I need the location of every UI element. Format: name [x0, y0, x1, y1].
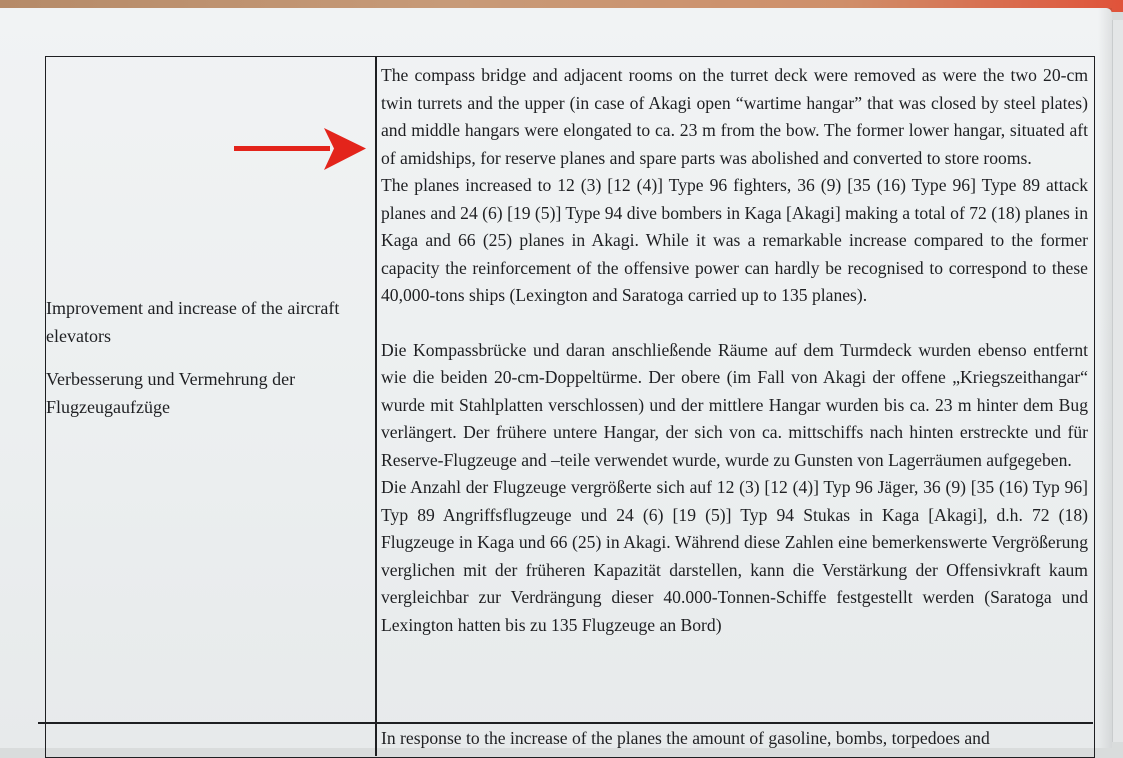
arrow-head [324, 128, 366, 170]
right-arrow-icon [234, 128, 366, 170]
next-row-partial-text: In response to the increase of the planes the amount of gasoline, bombs, torpedoes and [381, 728, 990, 748]
german-paragraph-1: Die Kompassbrücke und daran anschließende Räume auf dem Turmdeck wurden ebenso entfernt wie die beiden 20-cm-Doppeltürme. Der obere (im Fall von Akagi der offene „Kriegszeithangar“ wurde mit Stahlplatten verschlossen) und der mittlere Hangar wurden bis ca. 23 m hinter dem Bug verlängert. Der frühere untere Hangar, der sich von ca. mittschiffs nach hinten erstreckte und für Reserve-Flugzeuge and –teile verwendet wurde, wurde zu Gunsten von Lagerräumen aufgegeben. [381, 339, 1088, 470]
heading-english: Improvement and increase of the aircraft elevators [46, 298, 340, 346]
adjacent-page-edge [1112, 20, 1123, 742]
row-heading-cell [46, 295, 372, 421]
table-column-divider [375, 56, 377, 756]
arrow-shaft [234, 146, 330, 151]
english-paragraph-2: The planes increased to 12 (3) [12 (4)] Type 96 fighters, 36 (9) [35 (16) Type 96] Type 89 attack planes and 24 (6) [19 (5)] Type 94 dive bombers in Kaga [Akagi] making a total of 72 (18) planes in Kaga and 66 (25) planes in Akagi. While it was a remarkable increase compared to the former capacity the reinforcement of the offensive power can hardly be recognised to correspond to these 40,000-tons ships (Lexington and Saratoga carried up to 135 planes). [381, 175, 1088, 305]
german-paragraph-2: Die Anzahl der Flugzeuge vergrößerte sich auf 12 (3) [12 (4)] Typ 96 Jäger, 36 (9) [35 (16) Typ 96] Typ 89 Angriffsflugzeuge und 24 (6) [19 (5)] Typ 94 Stukas in Kaga [Akagi], d.h. 72 (18) Flugzeuge in Kaga und 66 (25) in Akagi. Während diese Zahlen eine bemerkenswerte Vergrößerung verglichen mit der früheren Kapazität darstellen, kann die Verstärkung der Offensivkraft kaum vergleichbar zur Verdrängung dieser 40.000-Tonnen-Schiffe festgestellt werden (Saratoga und Lexington hatten bis zu 135 Flugzeuge an Bord) [381, 477, 1088, 635]
table-row-divider [38, 722, 1093, 724]
english-paragraph-1: The compass bridge and adjacent rooms on the turret deck were removed as were the two 20-cm twin turrets and the upper (in case of Akagi open “wartime hangar” that was closed by steel plates) and middle hangars were elongated to ca. 23 m from the bow. The former lower hangar, situated aft of amidships, for reserve planes and spare parts was abolished and converted to store rooms. [381, 65, 1088, 168]
row-body-cell [381, 62, 1088, 639]
heading-german: Verbesserung und Vermehrung der Flugzeugaufzüge [46, 369, 296, 417]
page-gutter-shadow [1098, 8, 1112, 748]
